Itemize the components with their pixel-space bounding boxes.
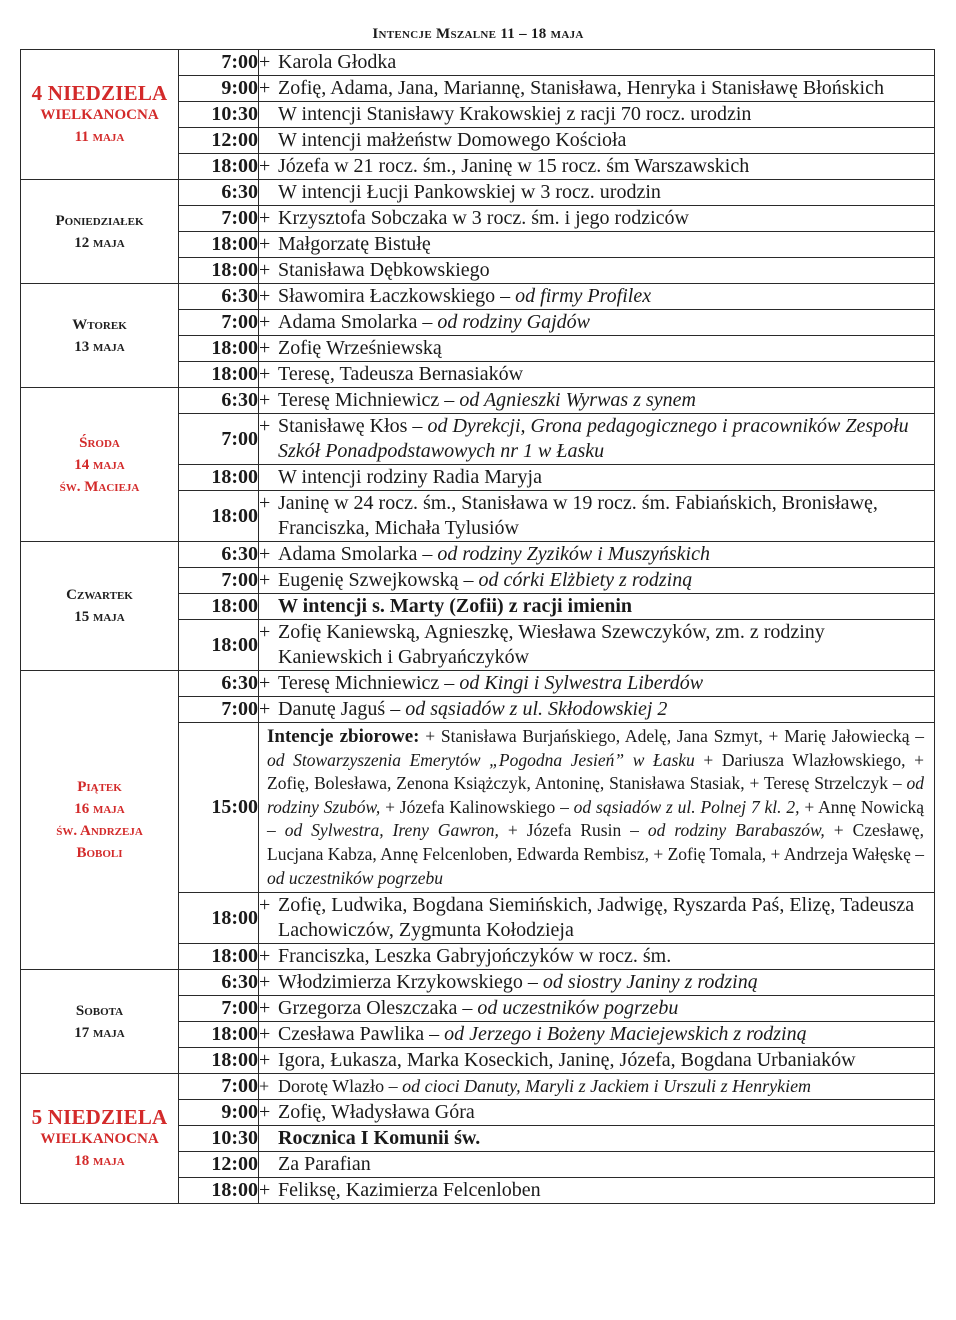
day-label-line: 12 maja (74, 234, 125, 251)
intention-prefix (259, 594, 278, 619)
mass-time: 6:30 (179, 970, 259, 996)
intention-body (278, 465, 934, 490)
intention-donor: od rodziny Zyzików i Muszyńskich (437, 543, 710, 565)
day-label-line: Piątek (77, 779, 122, 796)
mass-intention (259, 50, 935, 76)
mass-time: 6:30 (179, 284, 259, 310)
day-label-cell (21, 542, 179, 671)
intention-text: Małgorzatę Bistułę (278, 233, 431, 255)
intention-wrap (259, 76, 934, 101)
intention-wrap (259, 944, 934, 969)
collective-part: + Czesławę, Lucjana Kabza, Annę Felcenloben, Edwarda Rembisz, + Zofię Tomala, + Andrzeja Wałęskę – (267, 820, 925, 864)
intention-wrap (259, 310, 934, 335)
collective-part: od Sylwestra, Ireny Gawron, (284, 820, 499, 841)
mass-time: 18:00 (179, 944, 259, 970)
intention-wrap (259, 1178, 934, 1203)
intention-body (278, 594, 934, 619)
intention-text: Stanisława Dębkowskiego (278, 259, 490, 281)
intention-wrap (259, 1152, 934, 1177)
intention-wrap (259, 388, 934, 413)
mass-time: 7:00 (179, 697, 259, 723)
intention-wrap (259, 893, 934, 943)
mass-time: 18:00 (179, 232, 259, 258)
collective-part: od sąsiadów z ul. Polnej 7 kl. 2, (573, 796, 800, 817)
mass-intention (259, 1100, 935, 1126)
intention-text: Czesława Pawlika – (278, 1023, 445, 1046)
intention-wrap (259, 102, 934, 127)
intention-text: Zofię Kaniewską, Agnieszkę, Wiesława Szewczyków, zm. z rodziny Kaniewskich i Gabryańczyków (278, 621, 825, 668)
intention-wrap (259, 1126, 934, 1151)
intention-text: Igora, Łukasza, Marka Koseckich, Janinę, Józefa, Bogdana Urbaniaków (278, 1049, 856, 1072)
intention-wrap (259, 996, 934, 1021)
intention-wrap (259, 542, 934, 567)
mass-time: 18:00 (179, 258, 259, 284)
mass-row (21, 970, 935, 996)
intention-wrap (259, 594, 934, 619)
intention-wrap (259, 568, 934, 593)
mass-intention (259, 1152, 935, 1178)
intention-body (278, 284, 934, 309)
day-label-cell (21, 180, 179, 284)
mass-intention (259, 465, 935, 491)
intention-text: W intencji rodziny Radia Maryja (278, 466, 542, 488)
intention-prefix: + (259, 945, 271, 968)
mass-row (21, 50, 935, 76)
intention-body (278, 76, 934, 101)
intention-text: Włodzimierza Krzykowskiego – (278, 971, 543, 994)
day-label-line: św. Macieja (59, 478, 140, 495)
intention-body (278, 620, 934, 670)
day-label-cell (21, 671, 179, 970)
collective-part: + Annę Nowicką – (267, 796, 924, 841)
mass-time: 9:00 (179, 76, 259, 102)
intention-donor: od sąsiadów z ul. Skłodowskiej 2 (405, 698, 668, 720)
mass-intention (259, 893, 935, 944)
intention-wrap (259, 284, 934, 309)
intention-wrap (259, 1048, 934, 1073)
intention-text: Teresę Michniewicz – (278, 672, 460, 694)
page-title: Intencje Mszalne 11 – 18 maja (372, 26, 584, 42)
mass-intention (259, 1022, 935, 1048)
intention-text: W intencji małżeństw Domowego Kościoła (278, 129, 627, 151)
intention-prefix: + (259, 1076, 270, 1097)
mass-time: 6:30 (179, 180, 259, 206)
mass-time: 18:00 (179, 620, 259, 671)
mass-intention (259, 206, 935, 232)
intention-prefix: + (259, 698, 271, 720)
day-label-line: św. Andrzeja (56, 823, 143, 840)
intention-wrap (259, 465, 934, 490)
intention-body (278, 310, 934, 335)
intention-text: Za Parafian (278, 1153, 371, 1176)
intention-donor: od Agnieszki Wyrwas z synem (459, 389, 696, 411)
mass-intention (259, 671, 935, 697)
intention-prefix: + (259, 311, 271, 333)
day-label-line: 18 maja (74, 1152, 125, 1169)
intention-prefix: + (259, 1023, 271, 1046)
intention-text: W intencji s. Marty (Zofii) z racji imienin (278, 595, 633, 617)
mass-intention (259, 1048, 935, 1074)
mass-intention (259, 542, 935, 568)
intention-wrap (259, 362, 934, 387)
mass-intention (259, 154, 935, 180)
intention-wrap (259, 50, 934, 75)
mass-intention (259, 258, 935, 284)
intention-text: Janinę w 24 rocz. śm., Stanisława w 19 rocz. śm. Fabiańskich, Bronisławę, Franciszka, Michała Tylusiów (278, 492, 878, 539)
intention-wrap (259, 258, 934, 283)
intention-donor: od siostry Janiny z rodziną (542, 971, 758, 994)
intention-prefix: + (259, 894, 271, 917)
intention-text: Teresę, Tadeusza Bernasiaków (278, 363, 524, 385)
mass-time: 18:00 (179, 594, 259, 620)
intention-prefix: + (259, 569, 271, 591)
intention-text: Zofię, Władysława Góra (278, 1101, 475, 1124)
mass-time: 12:00 (179, 1152, 259, 1178)
mass-time: 7:00 (179, 568, 259, 594)
intention-prefix (259, 128, 278, 153)
collective-part: od uczestników pogrzebu (267, 867, 443, 888)
mass-time: 6:30 (179, 671, 259, 697)
mass-time: 18:00 (179, 1022, 259, 1048)
collective-part: + Józefa Kalinowskiego – (380, 796, 574, 817)
collective-part: od Stowarzyszenia Emerytów „Pogodna Jesień” w Łasku (267, 749, 695, 770)
mass-intention (259, 944, 935, 970)
intention-body (278, 1048, 934, 1073)
day-label-line: Czwartek (66, 587, 133, 603)
intention-prefix: + (259, 492, 271, 514)
intention-body (278, 1022, 934, 1047)
mass-time: 7:00 (179, 50, 259, 76)
day-label-line: 13 maja (74, 338, 125, 355)
intention-donor: od Kingi i Sylwestra Liberdów (459, 672, 704, 694)
intention-text: Teresę Michniewicz – (278, 389, 460, 411)
intention-body (278, 568, 934, 593)
intention-wrap (259, 206, 934, 231)
intention-prefix: + (259, 971, 271, 994)
intention-prefix: + (259, 51, 271, 73)
day-label-cell (21, 284, 179, 388)
intention-body (278, 102, 934, 127)
intention-text: Danutę Jaguś – (278, 698, 406, 720)
intention-prefix: + (259, 233, 271, 255)
intention-prefix (259, 465, 278, 490)
intention-text: Adama Smolarka – (278, 311, 438, 333)
day-label-line: Sobota (75, 1002, 124, 1019)
intention-text: W intencji Łucji Pankowskiej w 3 rocz. urodzin (278, 181, 661, 203)
day-label-line: 11 maja (74, 128, 125, 145)
mass-row (21, 542, 935, 568)
intention-text: Franciszka, Leszka Gabryjończyków w rocz. śm. (278, 945, 672, 968)
intention-text: Józefa w 21 rocz. śm., Janinę w 15 rocz. śm Warszawskich (278, 155, 750, 177)
mass-row (21, 180, 935, 206)
day-label-cell (21, 970, 179, 1074)
intention-text: Stanisławę Kłos – (278, 415, 428, 437)
intention-prefix (259, 1152, 278, 1177)
intention-text: Grzegorza Oleszczaka – (278, 997, 478, 1020)
day-label-line: Środa (79, 434, 120, 451)
intention-body (278, 1126, 934, 1151)
intention-prefix: + (259, 259, 271, 281)
intention-wrap (259, 620, 934, 670)
day-label-cell (21, 50, 179, 180)
intention-prefix: + (259, 1179, 271, 1202)
intention-body (278, 542, 934, 567)
mass-intention (259, 284, 935, 310)
intention-text: Zofię, Adama, Jana, Mariannę, Stanisława, Henryka i Stanisławę Błońskich (278, 77, 884, 99)
mass-intention (259, 388, 935, 414)
intention-body (278, 154, 934, 179)
intention-wrap (259, 1074, 934, 1099)
day-label-line: 4 NIEDZIELA (31, 80, 168, 105)
day-label-line: 15 maja (74, 609, 125, 625)
intention-prefix: + (259, 997, 271, 1020)
intention-prefix (259, 180, 278, 205)
intention-prefix: + (259, 155, 271, 177)
mass-time: 18:00 (179, 491, 259, 542)
mass-intention (259, 996, 935, 1022)
mass-row (21, 284, 935, 310)
intention-body (278, 1152, 934, 1177)
intention-donor: od rodziny Gajdów (437, 311, 591, 333)
intention-wrap (259, 697, 934, 722)
intention-prefix (259, 102, 278, 127)
intention-wrap (259, 232, 934, 257)
day-label-line: 5 NIEDZIELA (31, 1104, 168, 1129)
day-label-cell (21, 1074, 179, 1204)
day-label-line: Poniedziałek (55, 212, 144, 229)
mass-time: 7:00 (179, 996, 259, 1022)
intention-prefix: + (259, 543, 271, 565)
intention-body (278, 180, 934, 205)
intention-prefix: + (259, 1049, 271, 1072)
mass-intention (259, 970, 935, 996)
mass-intention (259, 336, 935, 362)
intention-donor: od Jerzego i Bożeny Maciejewskich z rodziną (444, 1023, 807, 1046)
intention-text: Feliksę, Kazimierza Felcenloben (278, 1179, 541, 1202)
intention-wrap (259, 180, 934, 205)
intention-wrap (259, 414, 934, 464)
intention-text: Zofię, Ludwika, Bogdana Siemińskich, Jadwigę, Ryszarda Paś, Elizę, Tadeusza Lachowiczów, Zygmunta Kołodzieja (278, 894, 915, 942)
intention-body (278, 388, 934, 413)
day-label-line: 14 maja (74, 456, 125, 473)
intention-text: W intencji Stanisławy Krakowskiej z racji 70 rocz. urodzin (278, 103, 752, 125)
mass-time: 18:00 (179, 893, 259, 944)
collective-part: od rodziny Szubów, (267, 773, 924, 817)
intention-body (278, 414, 934, 464)
intention-prefix: + (259, 415, 271, 437)
mass-intention (259, 76, 935, 102)
intention-body (278, 232, 934, 257)
intention-body (278, 1100, 934, 1125)
mass-intention (259, 697, 935, 723)
intention-prefix: + (259, 77, 271, 99)
mass-intention (259, 310, 935, 336)
intention-body (278, 944, 934, 969)
intention-prefix: + (259, 285, 271, 307)
intention-body (278, 258, 934, 283)
mass-intention (259, 1074, 935, 1100)
mass-intention (259, 414, 935, 465)
intention-wrap (259, 128, 934, 153)
day-label-line: 17 maja (74, 1024, 125, 1041)
intention-prefix: + (259, 337, 271, 359)
intention-prefix: + (259, 389, 271, 411)
intention-wrap (259, 1022, 934, 1047)
intention-wrap (259, 1100, 934, 1125)
collective-part: + Józefa Rusin – (498, 820, 648, 841)
intention-wrap (259, 154, 934, 179)
mass-intention (259, 620, 935, 671)
day-label-line: WIELKANOCNA (40, 1130, 159, 1147)
intention-wrap (259, 671, 934, 696)
intention-text: Krzysztofa Sobczaka w 3 rocz. śm. i jego rodziców (278, 207, 689, 229)
mass-time: 18:00 (179, 336, 259, 362)
intention-prefix: + (259, 363, 271, 385)
collective-part: + Dariusza Wlazłowskiego, + Zofię, Bolesława, Zenona Książczyk, Antoninę, Stanisława Stasiak, + Teresę Strzelczyk – (267, 749, 925, 794)
intention-text: Zofię Wrześniewską (278, 337, 442, 359)
mass-time: 18:00 (179, 1178, 259, 1204)
mass-intention (259, 102, 935, 128)
mass-time: 7:00 (179, 206, 259, 232)
intention-wrap (259, 970, 934, 995)
intention-donor: od uczestników pogrzebu (477, 997, 679, 1020)
mass-time: 7:00 (179, 1074, 259, 1100)
day-label-cell (21, 388, 179, 542)
intention-body (278, 697, 934, 722)
mass-time: 6:30 (179, 388, 259, 414)
intention-text: Rocznica I Komunii św. (278, 1127, 481, 1150)
mass-time: 18:00 (179, 465, 259, 491)
mass-time: 18:00 (179, 362, 259, 388)
intention-body (278, 206, 934, 231)
intention-body (278, 491, 934, 541)
intention-prefix: + (259, 207, 271, 229)
intention-body (278, 128, 934, 153)
mass-schedule-table (20, 49, 935, 1204)
mass-intention (259, 568, 935, 594)
intention-body (278, 362, 934, 387)
mass-intention (259, 232, 935, 258)
mass-time: 15:00 (179, 723, 259, 893)
intention-donor: od Dyrekcji, Grona pedagogicznego i pracowników Zespołu Szkół Ponadpodstawowych nr 1 w Łasku (278, 415, 909, 462)
mass-time: 6:30 (179, 542, 259, 568)
intention-wrap (259, 491, 934, 541)
intention-text: Adama Smolarka – (278, 543, 438, 565)
day-label-line: Wtorek (72, 316, 127, 333)
intention-body (278, 893, 934, 943)
mass-intention (259, 1126, 935, 1152)
day-label-line: 16 maja (74, 801, 125, 818)
mass-time: 9:00 (179, 1100, 259, 1126)
mass-row (21, 671, 935, 697)
mass-intention (259, 180, 935, 206)
intention-donor: od firmy Profilex (515, 285, 652, 307)
collective-part: + Stanisława Burjańskiego, Adelę, Jana Szmyt, + Marię Jałowiecką – (419, 726, 924, 746)
mass-time: 12:00 (179, 128, 259, 154)
intention-prefix: + (259, 672, 271, 694)
intention-text: Sławomira Łaczkowskiego – (278, 285, 516, 307)
mass-time: 18:00 (179, 1048, 259, 1074)
intention-prefix (259, 1126, 278, 1151)
intention-body (278, 1178, 934, 1203)
mass-time: 7:00 (179, 414, 259, 465)
mass-intention (259, 594, 935, 620)
mass-time: 7:00 (179, 310, 259, 336)
mass-intention-collective (259, 723, 935, 893)
intention-prefix: + (259, 1101, 271, 1124)
mass-time: 18:00 (179, 154, 259, 180)
mass-intention (259, 491, 935, 542)
intention-wrap (259, 336, 934, 361)
intention-body (278, 996, 934, 1021)
mass-intention (259, 128, 935, 154)
mass-time: 10:30 (179, 1126, 259, 1152)
intention-donor: od cioci Danuty, Maryli z Jackiem i Urszuli z Henrykiem (402, 1076, 812, 1097)
intention-donor: od córki Elżbiety z rodziną (478, 569, 693, 591)
intention-body (278, 50, 934, 75)
intention-prefix: + (259, 621, 271, 643)
intention-body (278, 336, 934, 361)
intention-text: Dorotę Wlazło – (278, 1076, 403, 1097)
collective-part: od rodziny Barabaszów, (647, 820, 825, 841)
intention-text: Eugenię Szwejkowską – (278, 569, 479, 591)
mass-intention (259, 362, 935, 388)
mass-intention (259, 1178, 935, 1204)
mass-row (21, 1074, 935, 1100)
intention-body (278, 1074, 934, 1099)
mass-time: 10:30 (179, 102, 259, 128)
collective-lead: Intencje zbiorowe: (267, 726, 420, 747)
mass-row (21, 388, 935, 414)
day-label-line: Boboli (76, 845, 123, 862)
intention-body (278, 671, 934, 696)
intention-body (278, 970, 934, 995)
day-label-line: WIELKANOCNA (40, 106, 159, 123)
intention-text: Karola Głodka (278, 51, 397, 73)
